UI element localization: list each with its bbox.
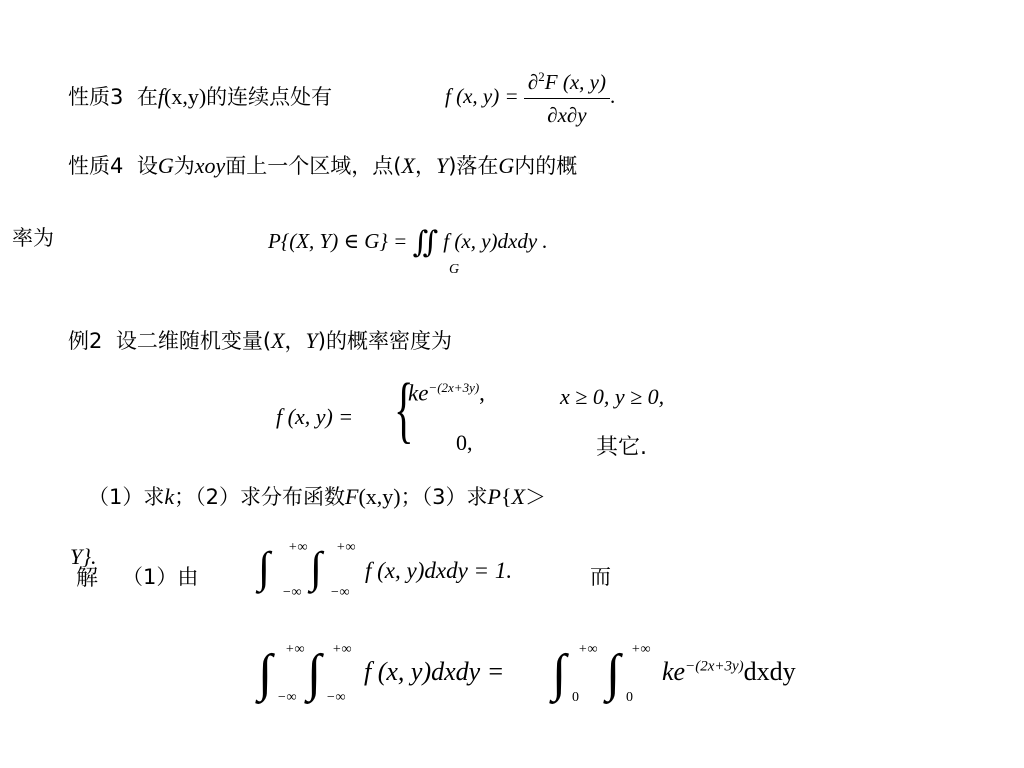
question-F: F — [345, 484, 359, 509]
case-2-value: 0, — [456, 430, 473, 455]
probability-rhs: f (x, y)dxdy . — [443, 229, 548, 253]
property-3-numerator — [524, 64, 610, 99]
question-3: ；（3）求 — [400, 485, 488, 509]
final-rhs — [662, 657, 796, 687]
piecewise-case-2 — [456, 430, 473, 456]
property-4-comma: ， — [414, 154, 436, 178]
question-k: k — [164, 484, 175, 509]
question-1: （1）求 — [88, 485, 165, 509]
property-3-lhs: f (x, y) = — [445, 84, 519, 108]
final-lhs-text: f (x, y)dxdy = — [364, 657, 505, 686]
property-3-line — [68, 84, 332, 110]
case-1-comma: , — [479, 380, 485, 406]
final-integral-3: ∫ — [552, 645, 567, 702]
case-1-condition: x ≥ 0, y ≥ 0, — [560, 384, 665, 409]
exponent-2: 2 — [538, 69, 545, 84]
piecewise-case-2-cond: 其它. — [596, 435, 647, 460]
solution-and: 而 — [590, 565, 611, 589]
final-integral-1: ∫ — [258, 645, 273, 702]
piecewise-lhs — [276, 404, 353, 430]
property-4-X: X — [401, 153, 415, 178]
questions-line — [88, 484, 546, 510]
final-int1-upper: +∞ — [285, 642, 305, 657]
property-3-formula — [445, 64, 615, 128]
question-2: ；（2）求分布函数 — [174, 485, 346, 509]
example-2-label: 例2 — [68, 329, 103, 353]
case-1-exponent: −(2x+3y) — [428, 380, 480, 395]
question-X: X — [511, 484, 525, 509]
final-rhs-dxdy: dxdy — [743, 657, 796, 686]
property-4-line — [68, 153, 577, 179]
final-int1-lower: −∞ — [277, 690, 297, 705]
property-4-text5: 内的概 — [514, 154, 578, 178]
property-3-args: (x,y) — [164, 84, 207, 109]
piecewise-lhs-text: f (x, y) = — [276, 404, 354, 429]
final-int3-lower: 0 — [572, 690, 579, 705]
double-integral-symbol: ∬ — [412, 226, 439, 259]
solution-integral-1: ∫ — [258, 543, 271, 592]
final-int3-upper: +∞ — [578, 642, 598, 657]
final-int2-upper: +∞ — [332, 642, 352, 657]
final-int4-upper: +∞ — [631, 642, 651, 657]
probability-lhs: P{(X, Y) ∈ G} = — [268, 229, 408, 253]
example-2-Y: Y — [305, 328, 318, 353]
property-3-denominator: ∂x∂y — [547, 103, 587, 127]
property-4-text3: 面上一个区域，点( — [225, 154, 402, 178]
piecewise-case-1-cond — [560, 384, 664, 410]
property-3-dot: . — [610, 84, 616, 108]
question-gt: ＞ — [524, 485, 546, 509]
final-int2-lower: −∞ — [326, 690, 346, 705]
question-tail: Y}. — [70, 544, 97, 569]
solution-integral-2: ∫ — [310, 543, 323, 592]
example-2-X: X — [271, 328, 285, 353]
solution-int2-upper: +∞ — [336, 540, 356, 555]
property-4-formula — [268, 226, 548, 259]
final-integral-4: ∫ — [606, 645, 621, 702]
question-P: P — [487, 484, 501, 509]
final-int4-lower: 0 — [626, 690, 633, 705]
piecewise-brace: { — [394, 369, 414, 451]
solution-integrand — [365, 558, 512, 584]
example-2-line — [68, 328, 452, 354]
final-rhs-ke: ke — [662, 657, 686, 686]
property-3-fraction — [524, 64, 610, 128]
solution-label: 解 — [76, 566, 99, 591]
property-4-text4: )落在 — [448, 154, 499, 178]
example-2-text1: 设二维随机变量( — [115, 329, 272, 353]
property-4-Y: Y — [435, 153, 449, 178]
question-brace: { — [500, 484, 512, 509]
property-3-post: 的连续点处有 — [206, 85, 333, 109]
property-3-f: f — [157, 84, 164, 109]
property-4-G2: G — [498, 153, 515, 178]
final-integral-2: ∫ — [307, 645, 322, 702]
property-3-pre: 在 — [136, 85, 158, 109]
property-4-label: 性质4 — [68, 154, 124, 178]
solution-int1-lower: −∞ — [282, 585, 302, 600]
solution-integrand-text: f (x, y)dxdy = 1. — [365, 558, 513, 583]
partial-symbol: ∂ — [527, 70, 539, 94]
final-lhs-integrand — [364, 657, 504, 687]
property-4-continuation: 率为 — [12, 226, 54, 250]
solution-int2-lower: −∞ — [330, 585, 350, 600]
example-2-text2: )的概率密度为 — [317, 329, 452, 353]
question-F-args: (x,y) — [358, 484, 401, 509]
property-4-text1: 设 — [136, 154, 158, 178]
property-3-label: 性质3 — [68, 85, 124, 109]
case-1-ke: ke — [408, 380, 429, 406]
solution-part-1: （1）由 — [122, 565, 199, 589]
property-4-G: G — [157, 153, 174, 178]
double-integral-subscript: G — [449, 262, 460, 277]
final-rhs-exponent: −(2x+3y) — [685, 658, 744, 675]
property-4-xoy: xoy — [194, 153, 226, 178]
example-2-comma: ， — [284, 329, 306, 353]
solution-int1-upper: +∞ — [288, 540, 308, 555]
property-4-text2: 为 — [173, 154, 195, 178]
numerator-F: F (x, y) — [544, 70, 606, 94]
piecewise-case-1 — [408, 380, 485, 407]
